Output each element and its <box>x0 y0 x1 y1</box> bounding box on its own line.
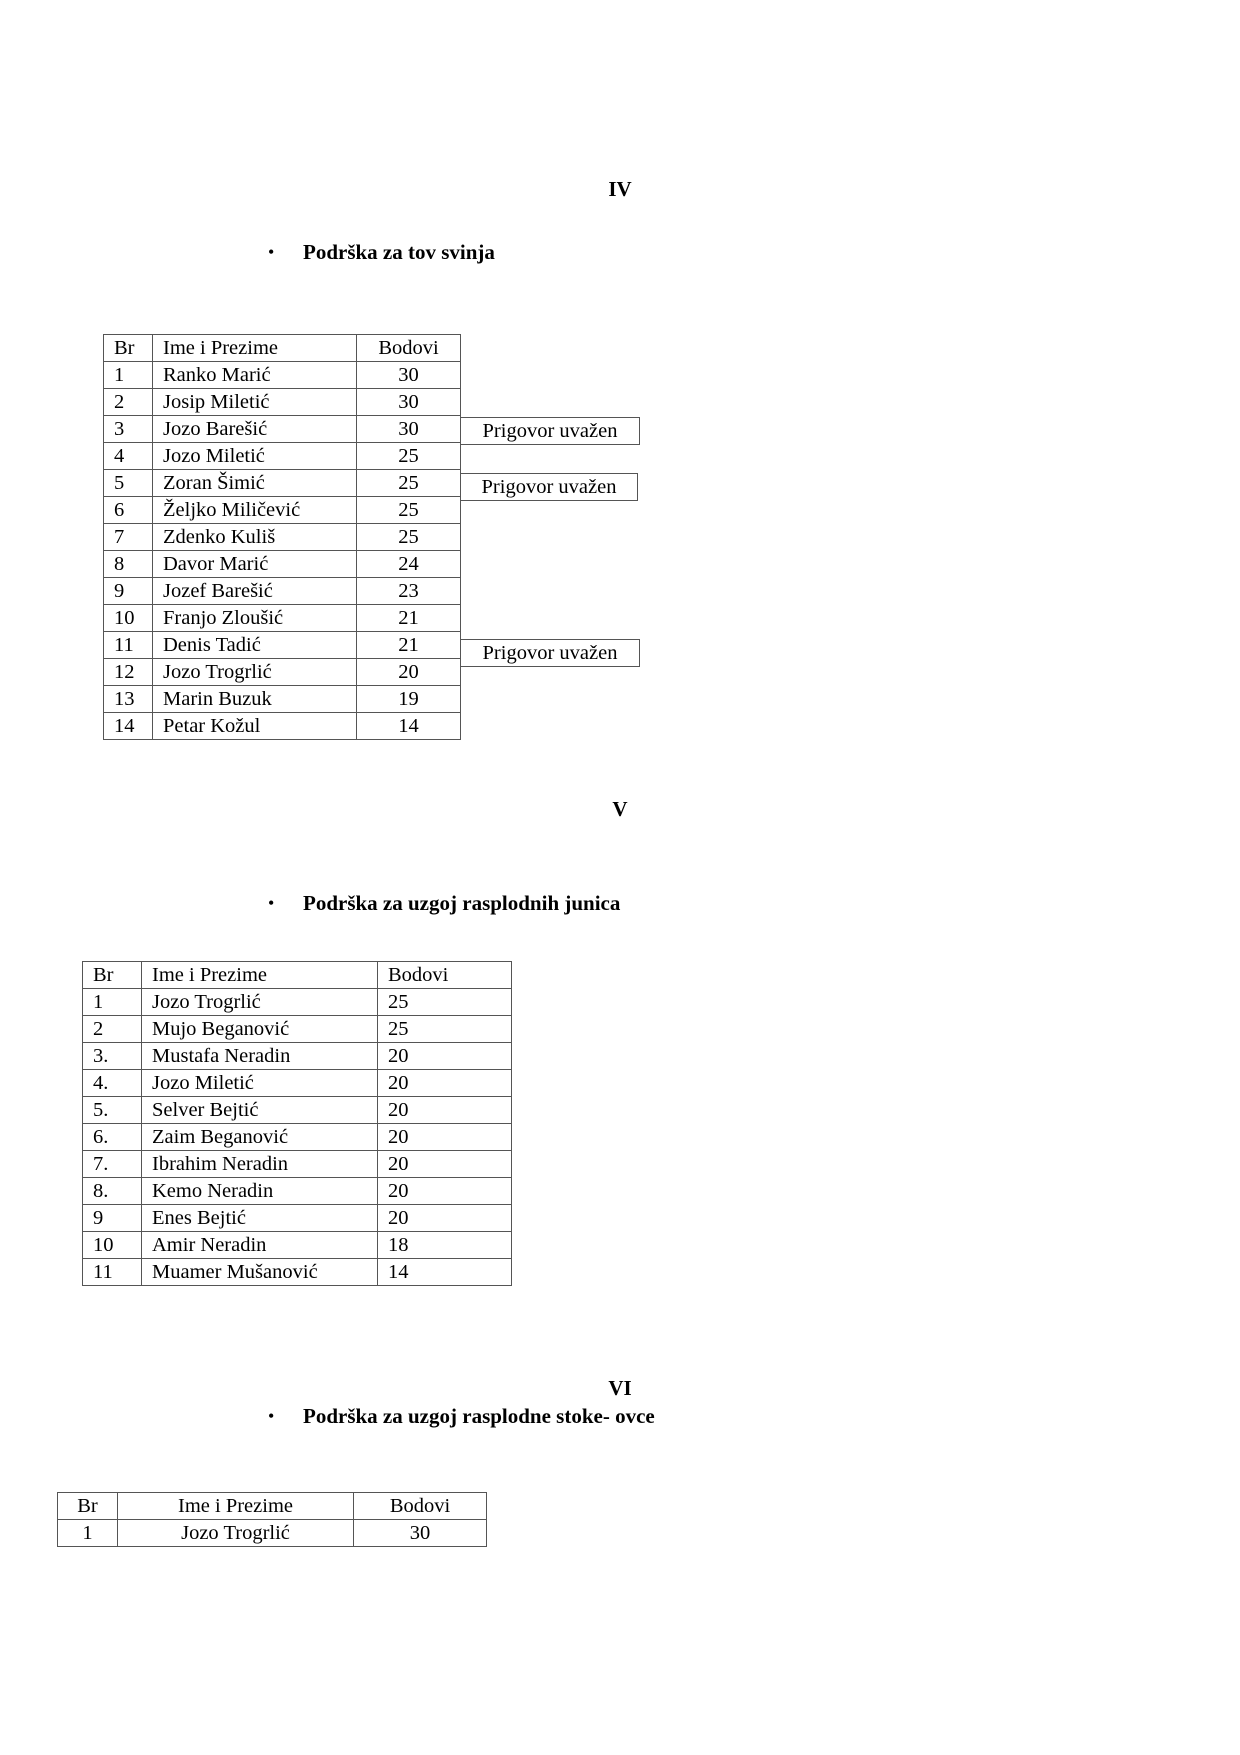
cell-points: 25 <box>357 443 461 470</box>
table-row <box>83 1151 512 1178</box>
cell-br: 10 <box>104 605 153 632</box>
table-row <box>83 1205 512 1232</box>
cell-br: 13 <box>104 686 153 713</box>
cell-points: 18 <box>378 1232 512 1259</box>
section-title: Podrška za tov svinja <box>303 240 495 264</box>
table-row <box>104 632 461 659</box>
cell-br: 9 <box>83 1205 142 1232</box>
section-title: Podrška za uzgoj rasplodnih junica <box>303 891 621 915</box>
table-row <box>83 1016 512 1043</box>
table-row <box>104 443 461 470</box>
table-row <box>104 578 461 605</box>
cell-points: 30 <box>357 389 461 416</box>
cell-br: 3. <box>83 1043 142 1070</box>
cell-name: Marin Buzuk <box>153 686 357 713</box>
table-row <box>83 1232 512 1259</box>
cell-points: 20 <box>357 659 461 686</box>
cell-points: 23 <box>357 578 461 605</box>
header-name: Ime i Prezime <box>142 962 378 989</box>
cell-points: 20 <box>378 1151 512 1178</box>
cell-br: 4 <box>104 443 153 470</box>
cell-points: 25 <box>357 470 461 497</box>
cell-name: Franjo Zloušić <box>153 605 357 632</box>
cell-points: 20 <box>378 1043 512 1070</box>
table-row <box>83 1070 512 1097</box>
cell-br: 7 <box>104 524 153 551</box>
cell-br: 9 <box>104 578 153 605</box>
cell-br: 14 <box>104 713 153 740</box>
cell-name: Jozef Barešić <box>153 578 357 605</box>
cell-name: Zdenko Kuliš <box>153 524 357 551</box>
cell-name: Zaim Beganović <box>142 1124 378 1151</box>
table-row <box>58 1520 487 1547</box>
cell-br: 2 <box>104 389 153 416</box>
table-header-row <box>58 1493 487 1520</box>
cell-name: Željko Miličević <box>153 497 357 524</box>
cell-name: Ibrahim Neradin <box>142 1151 378 1178</box>
cell-name: Jozo Trogrlić <box>142 989 378 1016</box>
section-heading-v <box>268 891 621 915</box>
bullet-icon: • <box>268 1406 275 1426</box>
cell-br: 2 <box>83 1016 142 1043</box>
table-row <box>104 713 461 740</box>
header-name: Ime i Prezime <box>153 335 357 362</box>
table-row <box>83 1043 512 1070</box>
table-row <box>83 989 512 1016</box>
cell-br: 5 <box>104 470 153 497</box>
cell-points: 25 <box>378 1016 512 1043</box>
table-row <box>104 497 461 524</box>
cell-points: 24 <box>357 551 461 578</box>
header-points: Bodovi <box>357 335 461 362</box>
cell-br: 1 <box>104 362 153 389</box>
cell-br: 10 <box>83 1232 142 1259</box>
section-heading-iv <box>268 240 495 264</box>
cell-points: 14 <box>378 1259 512 1286</box>
table-header-row <box>104 335 461 362</box>
cell-points: 25 <box>378 989 512 1016</box>
cell-br: 12 <box>104 659 153 686</box>
cell-name: Josip Miletić <box>153 389 357 416</box>
cell-points: 20 <box>378 1097 512 1124</box>
table-row <box>83 1259 512 1286</box>
cell-name: Ranko Marić <box>153 362 357 389</box>
cell-name: Enes Bejtić <box>142 1205 378 1232</box>
cell-name: Mustafa Neradin <box>142 1043 378 1070</box>
cell-points: 21 <box>357 632 461 659</box>
cell-br: 8 <box>104 551 153 578</box>
cell-name: Kemo Neradin <box>142 1178 378 1205</box>
table-row <box>104 551 461 578</box>
table-row <box>104 470 461 497</box>
cell-br: 11 <box>104 632 153 659</box>
cell-br: 7. <box>83 1151 142 1178</box>
cell-br: 1 <box>83 989 142 1016</box>
cell-points: 25 <box>357 497 461 524</box>
cell-points: 20 <box>378 1070 512 1097</box>
bullet-icon: • <box>268 893 275 913</box>
cell-name: Mujo Beganović <box>142 1016 378 1043</box>
cell-name: Selver Bejtić <box>142 1097 378 1124</box>
cell-points: 30 <box>357 362 461 389</box>
cell-br: 8. <box>83 1178 142 1205</box>
cell-br: 6 <box>104 497 153 524</box>
table-header-row <box>83 962 512 989</box>
cell-name: Jozo Trogrlić <box>118 1520 354 1547</box>
cell-name: Denis Tadić <box>153 632 357 659</box>
cell-br: 3 <box>104 416 153 443</box>
cell-points: 25 <box>357 524 461 551</box>
table-row <box>83 1097 512 1124</box>
cell-name: Jozo Trogrlić <box>153 659 357 686</box>
section-numeral-iv: IV <box>608 177 632 201</box>
remark-cell: Prigovor uvažen <box>461 639 640 667</box>
cell-br: 1 <box>58 1520 118 1547</box>
header-name: Ime i Prezime <box>118 1493 354 1520</box>
bullet-icon: • <box>268 242 275 262</box>
table-row <box>104 659 461 686</box>
section-numeral-v: V <box>612 797 628 821</box>
cell-name: Zoran Šimić <box>153 470 357 497</box>
section-title: Podrška za uzgoj rasplodne stoke- ovce <box>303 1404 655 1428</box>
header-points: Bodovi <box>354 1493 487 1520</box>
table-row <box>83 1124 512 1151</box>
table-row <box>83 1178 512 1205</box>
cell-br: 11 <box>83 1259 142 1286</box>
cell-name: Davor Marić <box>153 551 357 578</box>
cell-points: 20 <box>378 1124 512 1151</box>
header-br: Br <box>58 1493 118 1520</box>
table-tov-svinja <box>103 334 461 740</box>
remark-cell: Prigovor uvažen <box>461 473 638 501</box>
table-row <box>104 605 461 632</box>
header-br: Br <box>104 335 153 362</box>
cell-points: 19 <box>357 686 461 713</box>
cell-name: Jozo Miletić <box>153 443 357 470</box>
table-row <box>104 389 461 416</box>
table-rasplodne-junice <box>82 961 512 1286</box>
cell-points: 20 <box>378 1178 512 1205</box>
table-row <box>104 524 461 551</box>
header-br: Br <box>83 962 142 989</box>
table-row <box>104 362 461 389</box>
cell-br: 4. <box>83 1070 142 1097</box>
cell-points: 14 <box>357 713 461 740</box>
cell-name: Jozo Miletić <box>142 1070 378 1097</box>
cell-name: Muamer Mušanović <box>142 1259 378 1286</box>
section-heading-vi <box>268 1404 655 1428</box>
cell-name: Petar Kožul <box>153 713 357 740</box>
table-row <box>104 416 461 443</box>
cell-name: Jozo Barešić <box>153 416 357 443</box>
section-numeral-vi: VI <box>608 1376 632 1400</box>
cell-points: 30 <box>357 416 461 443</box>
cell-name: Amir Neradin <box>142 1232 378 1259</box>
table-row <box>104 686 461 713</box>
header-points: Bodovi <box>378 962 512 989</box>
remark-cell: Prigovor uvažen <box>461 417 640 445</box>
cell-points: 30 <box>354 1520 487 1547</box>
table-rasplodna-stoka-ovce <box>57 1492 487 1547</box>
cell-br: 5. <box>83 1097 142 1124</box>
cell-points: 21 <box>357 605 461 632</box>
cell-br: 6. <box>83 1124 142 1151</box>
cell-points: 20 <box>378 1205 512 1232</box>
